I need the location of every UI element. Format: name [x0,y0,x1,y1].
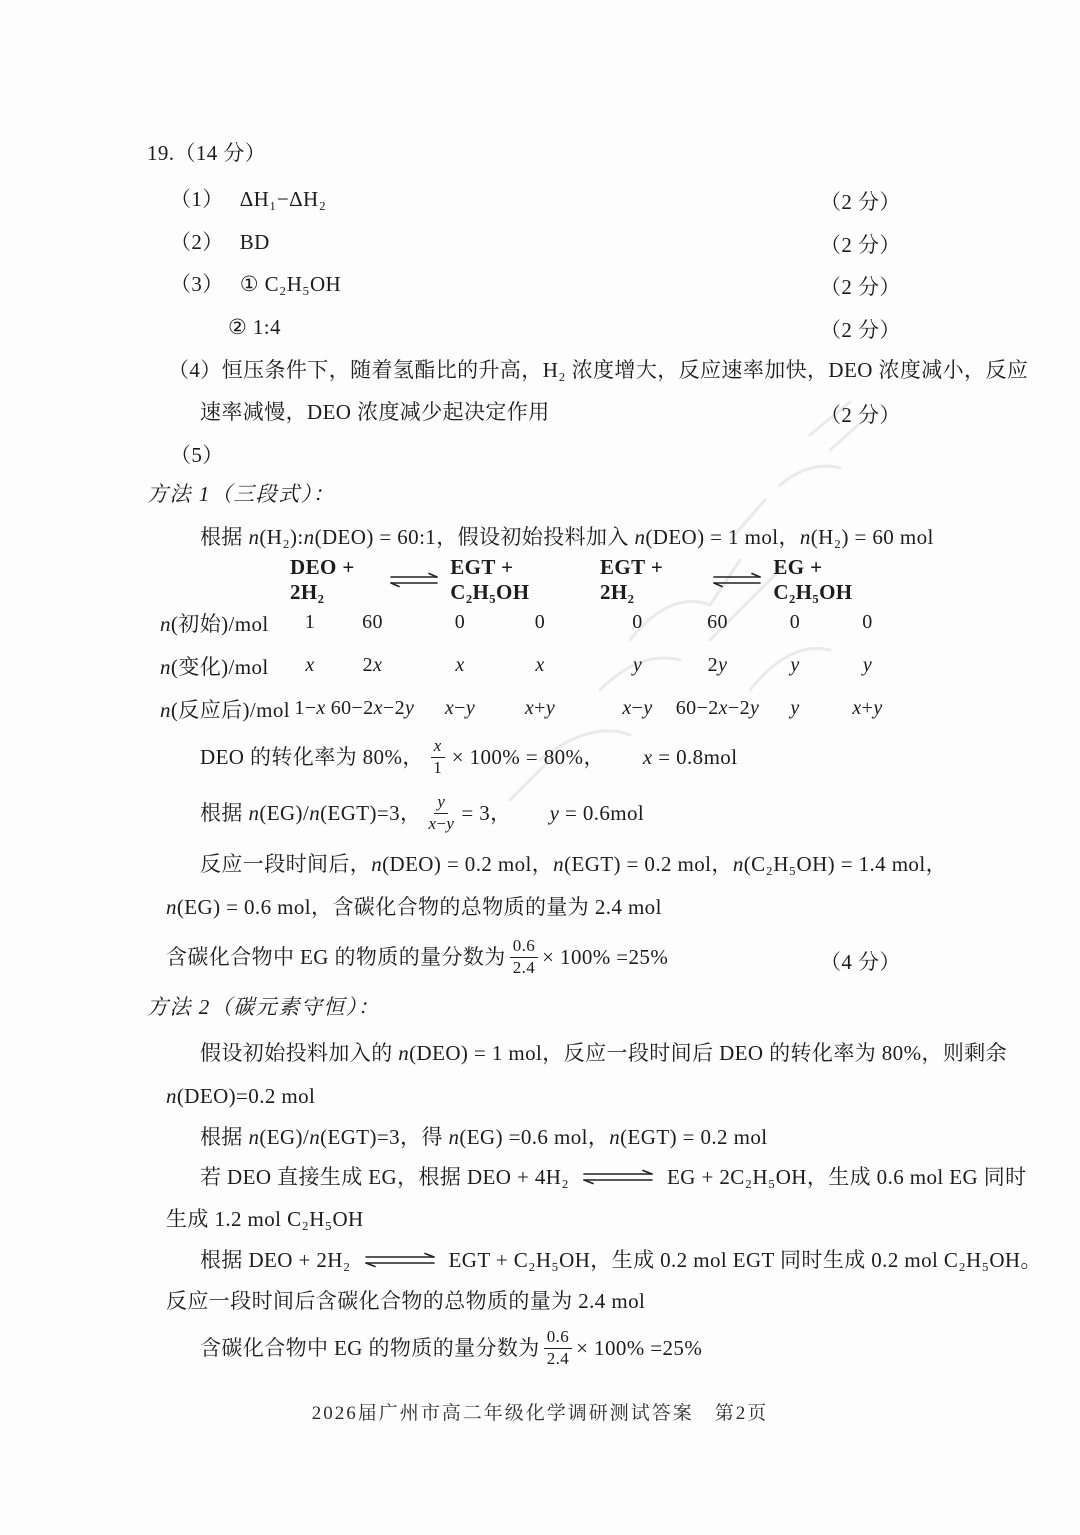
table-value: 0 [454,611,466,633]
equation-1 [290,555,575,605]
method2-line5: 生成 1.2 mol C₂H₅OH [166,1207,364,1231]
item-3-score: （2 分） [820,275,901,299]
item-3-2-score: （2 分） [820,318,901,342]
ratio-prefix: 根据 n(EG)/n(EGT)=3， [200,800,422,825]
item-2-score: （2 分） [820,233,901,257]
fraction-0.6-over-2.4: $\frac{0.6}{2.4}$ [510,937,538,977]
table-value: 60 [707,611,728,633]
fraction-0.6-over-2.4: $\frac{0.6}{2.4}$ [544,1328,572,1368]
table-value: 0 [862,611,873,633]
table-value: y [632,654,643,676]
table-value: 2y [707,654,728,676]
method2-line4-left: 若 DEO 直接生成 EG，根据 DEO + 4H₂ [200,1165,570,1189]
row-label-initial: n(初始)/mol [160,611,269,636]
equilibrium-arrow-icon [363,1252,437,1268]
answer-item-3-2 [228,314,281,340]
equilibrium-arrow-icon [711,572,763,588]
item-1-label: （1） [170,187,224,211]
table-value: 60−2x−2y [330,697,415,719]
method2-final-line [200,1325,702,1371]
table-value: 60−2x−2y [675,697,760,719]
item-3-label: （3） [170,272,224,296]
fraction-x-over-1: $\frac{x}{1}$ [431,737,445,777]
method2-line7: 反应一段时间后含碳化合物的总物质的量为 2.4 mol [166,1289,646,1313]
ratio-result: y = 0.6mol [549,800,645,825]
answer-item-4-line1: （4）恒压条件下，随着氢酯比的升高，H₂ 浓度增大，反应速率加快，DEO 浓度减小，反应 [168,358,1029,382]
answer-item-1 [170,186,326,212]
method2-line2: n(DEO)=0.2 mol [166,1084,316,1108]
item-2-answer: BD [239,230,270,254]
method1-conversion-line [200,734,737,780]
method2-line4 [200,1164,1027,1190]
method2-line4-right: EG + 2C₂H₅OH，生成 0.6 mol EG 同时 [667,1165,1027,1189]
answer-item-4-line2: 速率减慢，DEO 浓度减少起决定作用 [200,400,550,424]
question-number: 19.（14 分） [147,141,267,165]
table-value: x−y [444,697,476,719]
method1-final-line [166,934,668,980]
table-value: 2x [362,654,383,676]
method1-intro: 根据 n(H₂):n(DEO) = 60:1，假设初始投料加入 n(DEO) = 1 mol，n(H₂) = 60 mol [200,525,934,549]
conversion-result: x = 0.8mol [642,744,738,769]
method1-heading: 方法 1（三段式）： [147,482,336,506]
table-value: 0 [632,611,643,633]
method1-ratio-line [200,790,644,836]
item-3-2-answer: ② 1:4 [228,315,281,339]
item-1-answer: ΔH₁−ΔH₂ [239,187,327,211]
row-label-after: n(反应后)/mol [160,697,290,722]
table-value: 1−x [294,697,326,719]
row-label-change: n(变化)/mol [160,654,269,679]
final-prefix: 含碳化合物中 EG 的物质的量分数为 [166,944,506,969]
final-suffix: × 100% =25% [576,1335,703,1360]
method2-line1: 假设初始投料加入的 n(DEO) = 1 mol，反应一段时间后 DEO 的转化率为 80%，则剩余 [200,1041,1008,1065]
method2-heading: 方法 2（碳元素守恒）： [147,995,381,1019]
equation-2-left: EGT + 2H₂ [600,554,664,604]
item-1-score: （2 分） [820,190,901,214]
ratio-mid: = 3， [461,800,512,825]
fraction-y-over-x-minus-y: $\frac{y}{x-y}$ [428,791,455,833]
item-3-answer: ① C₂H₅OH [239,272,342,296]
equation-1-right: EGT + C₂H₅OH [450,554,530,604]
item-4-score: （2 分） [820,403,901,427]
equilibrium-arrow-icon [388,572,440,588]
table-value: x [455,654,465,676]
page-footer: 2026届广州市高二年级化学调研测试答案 第2页 [311,1403,769,1424]
table-value: x−y [622,697,653,719]
table-value: 0 [534,611,546,633]
equation-1-left: DEO + 2H₂ [290,554,355,604]
final-suffix: × 100% =25% [542,944,669,969]
equation-2 [600,555,905,605]
table-value: y [790,697,800,719]
table-value: x+y [852,697,883,719]
method2-line6-left: 根据 DEO + 2H₂ [200,1248,351,1272]
method2-line6 [200,1247,1042,1273]
final-prefix: 含碳化合物中 EG 的物质的量分数为 [200,1335,540,1360]
table-value: 0 [789,611,801,633]
method1-amounts-line1: 反应一段时间后，n(DEO) = 0.2 mol，n(EGT) = 0.2 mol，n(C₂H₅OH) = 1.4 mol， [200,852,947,876]
method2-line3: 根据 n(EG)/n(EGT)=3，得 n(EG) =0.6 mol，n(EGT) = 0.2 mol [200,1125,768,1149]
equation-2-right: EG + C₂H₅OH [773,554,853,604]
answer-item-3 [170,271,341,297]
table-value: 1 [304,611,316,633]
method2-line6-right: EGT + C₂H₅OH，生成 0.2 mol EGT 同时生成 0.2 mol C₂H₅OH。 [448,1248,1042,1272]
item-2-label: （2） [170,230,224,254]
equilibrium-arrow-icon [581,1169,655,1185]
conversion-prefix: DEO 的转化率为 80%， [200,744,424,769]
method1-final-score: （4 分） [820,950,901,974]
table-value: 60 [362,611,383,633]
answer-item-5-label: （5） [170,443,224,467]
conversion-mid: × 100% = 80%， [451,744,605,769]
table-value: y [790,654,800,676]
table-value: x [305,654,315,676]
method1-amounts-line2: n(EG) = 0.6 mol，含碳化合物的总物质的量为 2.4 mol [166,895,662,919]
answer-item-2 [170,229,270,255]
table-value: x+y [524,697,556,719]
stoich-table [160,554,905,730]
table-value: x [535,654,545,676]
table-value: y [862,654,873,676]
